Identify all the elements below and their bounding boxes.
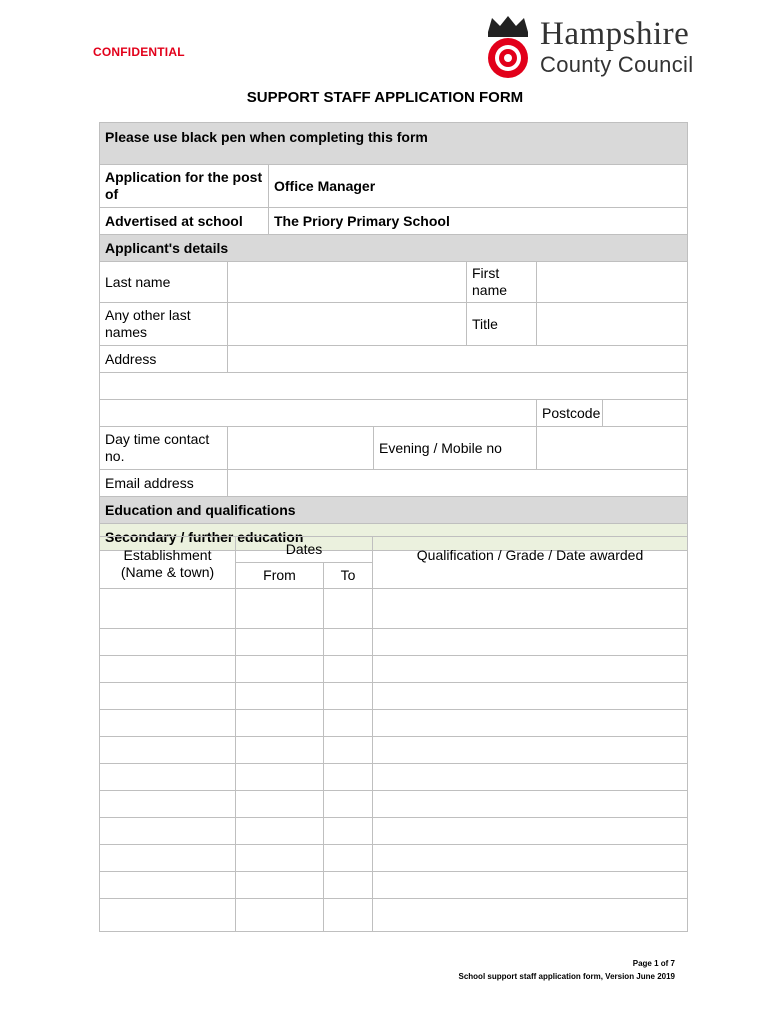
education-table [99, 536, 688, 932]
other-names-label: Any other last names [100, 303, 228, 346]
establishment-cell[interactable] [100, 845, 236, 872]
email-field[interactable] [228, 470, 688, 497]
title-field[interactable] [537, 303, 688, 346]
qualification-cell[interactable] [373, 764, 688, 791]
qualification-cell[interactable] [373, 872, 688, 899]
applicant-details-heading: Applicant's details [100, 235, 688, 262]
establishment-cell[interactable] [100, 629, 236, 656]
evening-mobile-label: Evening / Mobile no [374, 427, 537, 470]
establishment-cell[interactable] [100, 791, 236, 818]
date-to-cell[interactable] [324, 872, 373, 899]
last-name-field[interactable] [228, 262, 467, 303]
instruction-banner: Please use black pen when completing this form [100, 123, 688, 165]
qualification-cell[interactable] [373, 899, 688, 932]
address-field-line3[interactable] [100, 400, 537, 427]
evening-mobile-field[interactable] [537, 427, 688, 470]
establishment-cell[interactable] [100, 872, 236, 899]
qualification-cell[interactable] [373, 737, 688, 764]
daytime-contact-field[interactable] [228, 427, 374, 470]
date-to-cell[interactable] [324, 791, 373, 818]
applicant-details-table [99, 122, 688, 551]
qualification-cell[interactable] [373, 710, 688, 737]
address-label: Address [100, 346, 228, 373]
establishment-cell[interactable] [100, 737, 236, 764]
date-to-cell[interactable] [324, 656, 373, 683]
postcode-label: Postcode [537, 400, 603, 427]
establishment-cell[interactable] [100, 589, 236, 629]
establishment-cell[interactable] [100, 764, 236, 791]
establishment-cell[interactable] [100, 683, 236, 710]
address-field-line1[interactable] [228, 346, 688, 373]
page-number [633, 958, 675, 970]
secondary-education-heading: Secondary / further education [100, 524, 688, 551]
title-label: Title [467, 303, 537, 346]
logo-text-hampshire: Hampshire [540, 16, 690, 52]
date-to-cell[interactable] [324, 710, 373, 737]
email-label: Email address [100, 470, 228, 497]
date-from-cell[interactable] [236, 899, 324, 932]
postcode-field[interactable] [603, 400, 688, 427]
page-current: 1 [654, 959, 659, 968]
date-from-cell[interactable] [236, 683, 324, 710]
date-to-cell[interactable] [324, 683, 373, 710]
date-from-cell[interactable] [236, 791, 324, 818]
from-header: From [236, 563, 324, 589]
date-from-cell[interactable] [236, 629, 324, 656]
qualification-cell[interactable] [373, 683, 688, 710]
post-label: Application for the post of [100, 165, 269, 208]
rose-crown-icon [478, 14, 538, 80]
date-to-cell[interactable] [324, 764, 373, 791]
to-header: To [324, 563, 373, 589]
date-from-cell[interactable] [236, 818, 324, 845]
first-name-field[interactable] [537, 262, 688, 303]
form-title: SUPPORT STAFF APPLICATION FORM [246, 89, 524, 106]
last-name-label: Last name [100, 262, 228, 303]
education-heading: Education and qualifications [100, 497, 688, 524]
address-field-line2[interactable] [100, 373, 688, 400]
establishment-cell[interactable] [100, 818, 236, 845]
qualification-cell[interactable] [373, 845, 688, 872]
date-from-cell[interactable] [236, 656, 324, 683]
other-names-field[interactable] [228, 303, 467, 346]
qualification-cell[interactable] [373, 629, 688, 656]
school-label: Advertised at school [100, 208, 269, 235]
page-separator: of [658, 959, 671, 968]
date-from-cell[interactable] [236, 845, 324, 872]
establishment-header: Establishment (Name & town) [100, 537, 236, 589]
daytime-contact-label: Day time contact no. [100, 427, 228, 470]
date-to-cell[interactable] [324, 629, 373, 656]
date-to-cell[interactable] [324, 899, 373, 932]
date-from-cell[interactable] [236, 872, 324, 899]
post-value[interactable]: Office Manager [269, 165, 688, 208]
page-total: 7 [670, 959, 675, 968]
dates-header: Dates [236, 537, 373, 563]
date-to-cell[interactable] [324, 589, 373, 629]
establishment-cell[interactable] [100, 899, 236, 932]
qualification-cell[interactable] [373, 791, 688, 818]
date-from-cell[interactable] [236, 589, 324, 629]
hampshire-logo [478, 14, 728, 80]
date-from-cell[interactable] [236, 764, 324, 791]
qualification-cell[interactable] [373, 589, 688, 629]
page-prefix: Page [632, 959, 655, 968]
date-to-cell[interactable] [324, 737, 373, 764]
form-version: School support staff application form, Version June 2019 [458, 972, 675, 981]
qualification-cell[interactable] [373, 656, 688, 683]
date-from-cell[interactable] [236, 737, 324, 764]
qualification-cell[interactable] [373, 818, 688, 845]
logo-text-county-council: County Council [540, 52, 694, 77]
qualification-header: Qualification / Grade / Date awarded [373, 537, 688, 589]
date-from-cell[interactable] [236, 710, 324, 737]
date-to-cell[interactable] [324, 818, 373, 845]
first-name-label: First name [467, 262, 537, 303]
confidential-label: CONFIDENTIAL [93, 45, 185, 59]
date-to-cell[interactable] [324, 845, 373, 872]
establishment-cell[interactable] [100, 710, 236, 737]
school-value[interactable]: The Priory Primary School [269, 208, 688, 235]
establishment-cell[interactable] [100, 656, 236, 683]
